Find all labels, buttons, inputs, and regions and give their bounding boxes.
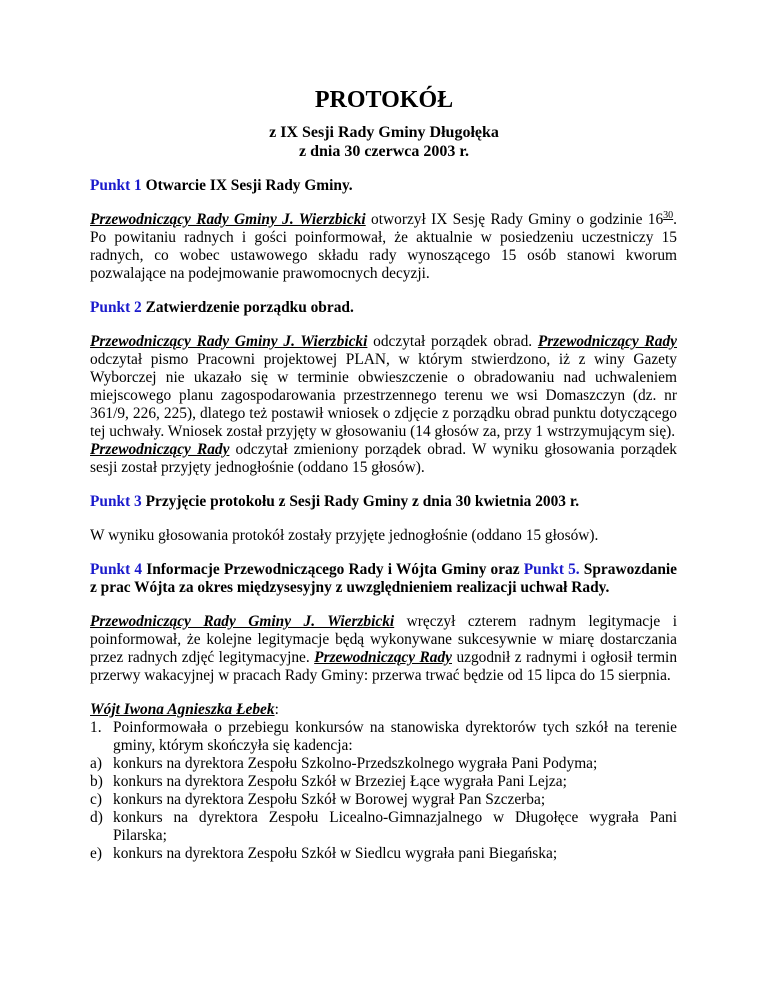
list-item — [90, 755, 677, 773]
list-item-text: konkurs na dyrektora Zespołu Szkół w Brzeziej Łące wygrała Pani Lejza; — [113, 773, 567, 790]
section-1-text-a: otworzył IX Sesję Rady Gminy o godzinie 16 — [365, 211, 664, 228]
list-item — [90, 719, 677, 755]
section-3-heading — [90, 493, 677, 511]
section-1-text-b: . Po powitaniu radnych i gości poinformował, że aktualnie w posiedzeniu uczestniczy 15 radnych, co wobec ustawowego składu rady wynoszącego 15 osób stanowi kworum pozwalające na podejmowanie prawomocnych decyzji. — [90, 211, 677, 282]
list-item-text: konkurs na dyrektora Zespołu Szkół w Siedlcu wygrała pani Biegańska; — [113, 845, 558, 862]
mayor-heading — [90, 701, 677, 719]
section-5-label: Punkt 5. — [523, 561, 580, 578]
speaker-chairman: Przewodniczący Rady Gminy J. Wierzbicki — [90, 333, 368, 350]
section-3-label: Punkt 3 — [90, 493, 142, 510]
section-4-paragraph — [90, 613, 677, 685]
time-minutes: 30 — [663, 210, 674, 221]
section-2-text-a: odczytał porządek obrad. — [367, 333, 538, 350]
section-4-title-a: Informacje Przewodniczącego Rady i Wójta Gminy oraz — [142, 561, 524, 578]
document-subtitle — [0, 123, 768, 161]
section-2-text-b: odczytał pismo Pracowni projektowej PLAN, w którym stwierdzono, iż z winy Gazety Wyborczej nie ukazało się w terminie obwieszczenie o obradowaniu nad uchwaleniem miejscowego planu zagospodarowania przestrzennego terenu we wsi Domaszczyn (dz. nr 361/9, 226, 225), dlatego też postawił wniosek o zdjęcie z porządku obrad punktu dotyczącego tej uchwały. Wniosek został przyjęty w głosowaniu (14 głosów za, przy 1 wstrzymującym się). — [90, 351, 677, 440]
list-item-text: konkurs na dyrektora Zespołu Szkolno-Przedszkolnego wygrała Pani Podyma; — [113, 755, 598, 772]
list-item — [90, 791, 677, 809]
section-3-paragraph: W wyniku głosowania protokół zostały przyjęte jednogłośnie (oddano 15 głosów). — [90, 527, 599, 544]
list-item-text: Poinformowała o przebiegu konkursów na stanowiska dyrektorów tych szkół na terenie gminy, którym skończyła się kadencja: — [113, 719, 677, 754]
section-1-paragraph — [90, 211, 677, 283]
section-1-label: Punkt 1 — [90, 177, 142, 194]
list-marker: a) — [90, 755, 102, 772]
section-2-text-c: odczytał zmieniony porządek obrad. W wyniku głosowania porządek sesji został przyjęty jednogłośnie (oddano 15 głosów). — [90, 441, 677, 476]
list-marker: d) — [90, 809, 103, 826]
list-item-text: konkurs na dyrektora Zespołu Licealno-Gimnazjalnego w Długołęce wygrała Pani Pilarska; — [113, 809, 677, 844]
section-4-text-b: uzgodnił z radnymi i ogłosił termin przerwy wakacyjnej w pracach Rady Gminy: przerwa trwać będzie od 15 lipca do 15 sierpnia. — [90, 649, 678, 684]
mayor-report-list — [90, 719, 677, 863]
list-marker: c) — [90, 791, 102, 808]
list-item — [90, 809, 677, 845]
section-2-paragraph — [90, 333, 677, 441]
speaker-chairman: Przewodniczący Rady Gminy J. Wierzbicki — [90, 211, 366, 228]
section-4-heading — [90, 561, 677, 597]
section-2-label: Punkt 2 — [90, 299, 142, 316]
list-marker: e) — [90, 845, 102, 862]
list-item — [90, 773, 677, 791]
document-title: PROTOKÓŁ — [314, 87, 454, 113]
list-item-text: konkurs na dyrektora Zespołu Szkół w Borowej wygrał Pan Szczerba; — [113, 791, 546, 808]
subtitle-date: z dnia 30 czerwca 2003 r. — [298, 143, 470, 160]
section-3-title: Przyjęcie protokołu z Sesji Rady Gminy z dnia 30 kwietnia 2003 r. — [141, 493, 580, 510]
section-2-paragraph-2 — [90, 441, 677, 477]
speaker-chair: Przewodniczący Rady — [537, 333, 678, 350]
speaker-mayor: Wójt Iwona Agnieszka Łebek — [90, 701, 275, 718]
list-item — [90, 845, 677, 863]
mayor-colon: : — [274, 701, 279, 718]
section-2-heading — [90, 299, 677, 317]
section-4-title-b: Sprawozdanie z prac Wójta za okres międzysesyjny z uwzględnieniem realizacji uchwał Rady. — [90, 561, 678, 596]
subtitle-session: z IX Sesji Rady Gminy Długołęka — [269, 124, 499, 141]
section-2-title: Zatwierdzenie porządku obrad. — [141, 299, 354, 316]
section-4-text-a: wręczył czterem radnym legitymacje i poinformował, że kolejne legitymacje będą wykonywane sukcesywnie w miarę dostarczania przez radnych zdjęć legitymacyjne. — [90, 613, 677, 666]
section-1-title: Otwarcie IX Sesji Rady Gminy. — [141, 177, 353, 194]
list-marker: 1. — [90, 719, 102, 736]
list-marker: b) — [90, 773, 103, 790]
section-1-heading — [90, 177, 677, 195]
speaker-chair: Przewodniczący Rady — [314, 649, 452, 666]
speaker-chair: Przewodniczący Rady — [90, 441, 230, 458]
speaker-chairman: Przewodniczący Rady Gminy J. Wierzbicki — [90, 613, 395, 630]
document-body — [90, 177, 677, 863]
section-4-label: Punkt 4 — [90, 561, 143, 578]
